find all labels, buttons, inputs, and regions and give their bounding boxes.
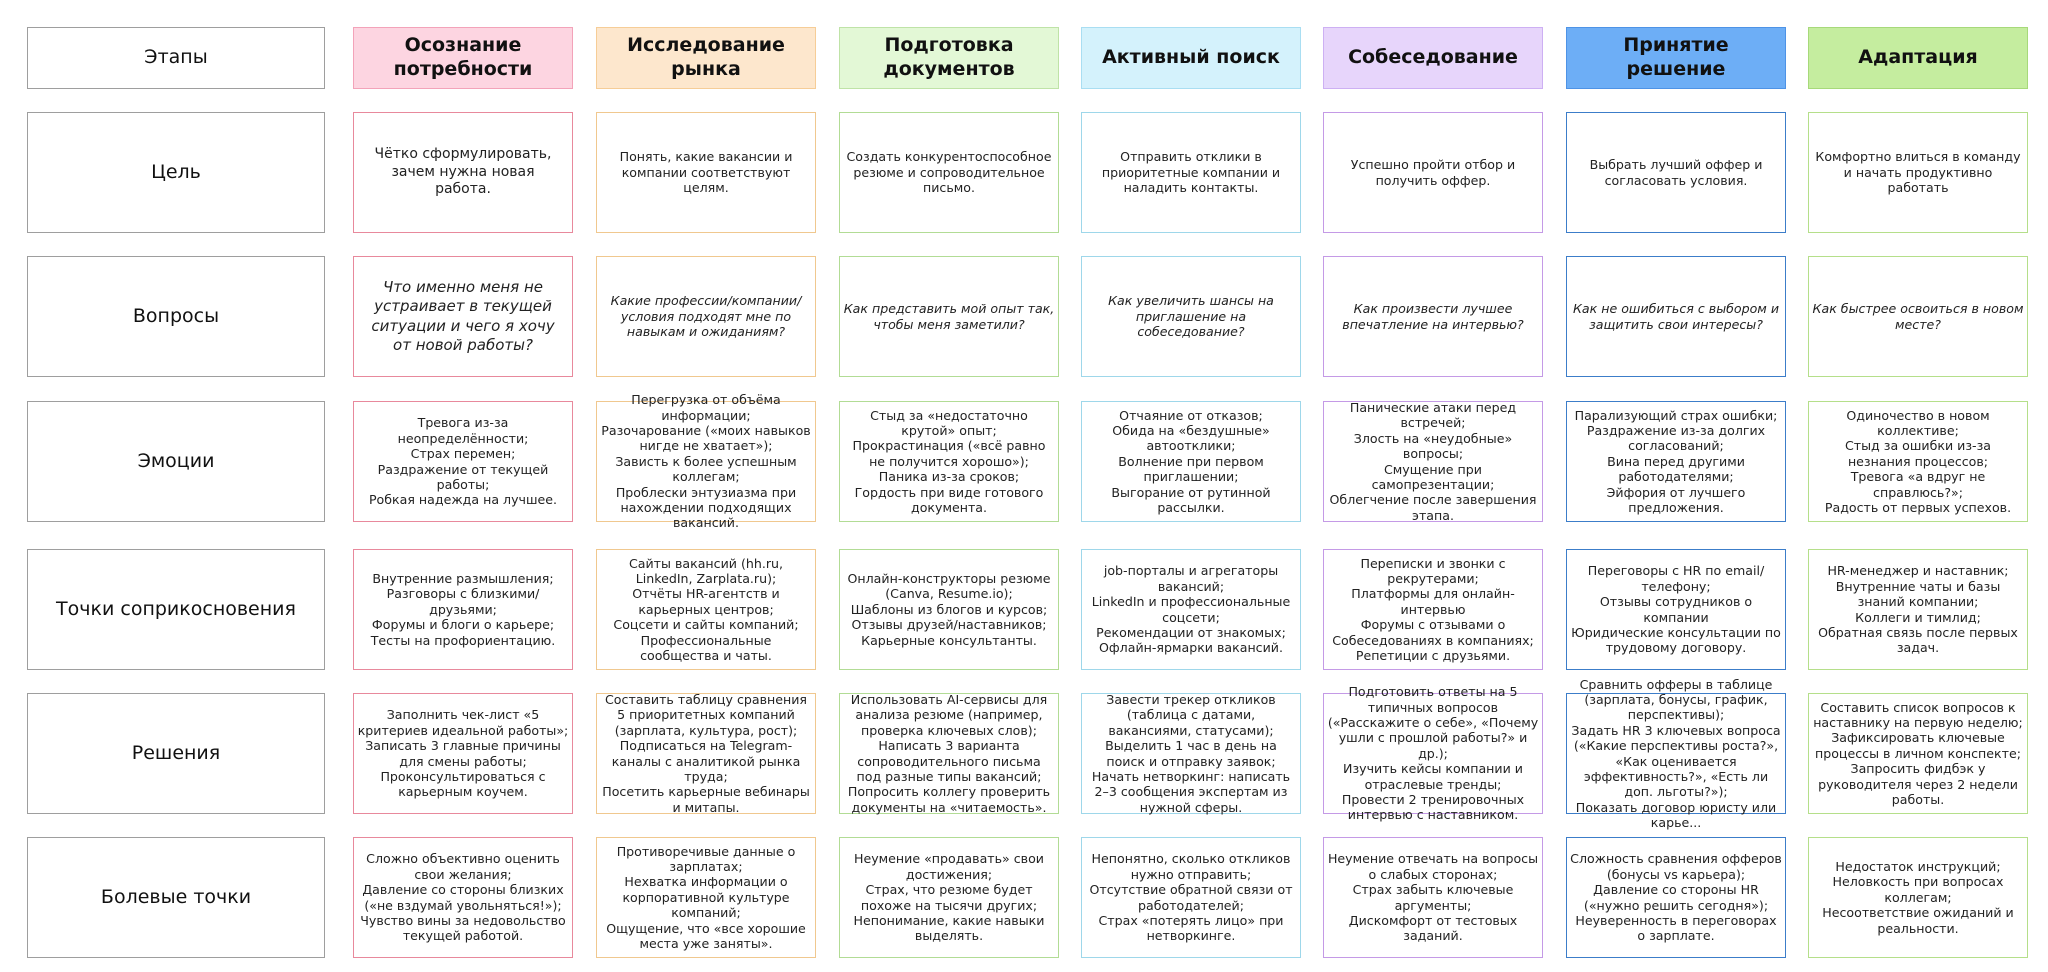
cell-text: Сайты вакансий (hh.ru, LinkedIn, Zarplata.ru); Отчёты HR-агентств и карьерных центров; Соцсети и сайты компаний; Профессиональные сообщества и чаты. [613,555,799,663]
cell-text: Выбрать лучший оффер и согласовать условия. [1589,157,1763,188]
row-label-4 [27,549,325,670]
journey-cell [1566,401,1786,522]
journey-cell [1081,112,1301,233]
cell-text: Болевые точки [100,885,252,908]
cell-text: Переписки и звонки с рекрутерами; Платформы для онлайн-интервью Форумы с отзывами о Собеседованиях в компаниях; Репетиции с друзьями. [1332,555,1534,663]
journey-cell [839,549,1059,670]
cell-text: Как произвести лучшее впечатление на интервью? [1342,301,1524,332]
cell-text: Противоречивые данные о зарплатах; Нехватка информации о корпоративной культуре компаний; Ощущение, что «все хорошие места уже заняты». [606,843,806,951]
journey-cell [596,837,816,958]
cell-text: Отчаяние от отказов; Обида на «бездушные» автоотклики; Волнение при первом приглашении; Выгорание от рутинной рассылки. [1111,407,1271,515]
cell-text: Точки соприкосновения [56,597,296,620]
cell-text: Панические атаки перед встречей; Злость на «неудобные» вопросы; Смущение при самопрезентации; Облегчение после завершения этапа. [1329,400,1537,523]
cell-text: Перегрузка от объёма информации; Разочарование («моих навыков нигде не хватает»); Зависть к более успешным коллегам; Проблески энтузиазма при нахождении подходящих вакансий. [601,392,811,531]
cell-text: Комфортно влиться в команду и начать продуктивно работать [1815,149,2021,196]
stage-header-7 [1808,27,2028,89]
cell-text: Вопросы [132,304,220,327]
cell-text: Этапы [144,46,208,69]
journey-cell [1081,256,1301,377]
cell-text: Подготовить ответы на 5 типичных вопросов («Расскажите о себе», «Почему ушли с прошлой работы?» и др.); Изучить кейсы компании и отраслевые тренды; Провести 2 тренировочных интервью с наставником. [1327,684,1539,823]
row-label-2 [27,256,325,377]
journey-cell [596,112,816,233]
journey-cell [1566,837,1786,958]
journey-cell [1808,693,2028,814]
cell-text: Собеседование [1348,46,1518,69]
cell-text: Внутренние размышления; Разговоры с близкими/друзьями; Форумы и блоги о карьере; Тесты на профориентацию. [370,571,556,648]
row-label-6 [27,837,325,958]
row-label-5 [27,693,325,814]
cell-text: Как не ошибиться с выбором и защитить свои интересы? [1572,301,1780,332]
journey-cell [596,693,816,814]
cell-text: Парализующий страх ошибки; Раздражение из-за долгих согласований; Вина перед другими работодателями; Эйфория от лучшего предложения. [1574,407,1778,515]
cell-text: job-порталы и агрегаторы вакансий; LinkedIn и профессиональные соцсети; Рекомендации от знакомых; Офлайн-ярмарки вакансий. [1091,563,1291,656]
cell-text: Эмоции [137,449,215,472]
journey-cell [839,693,1059,814]
cell-text: HR-менеджер и наставник; Внутренние чаты и базы знаний компании; Коллеги и тимлид; Обратная связь после первых задач. [1818,563,2018,656]
cell-text: Какие профессии/компании/условия подходят мне по навыкам и ожиданиям? [610,293,802,340]
journey-cell [1808,256,2028,377]
journey-cell [1808,837,2028,958]
journey-cell [1323,837,1543,958]
journey-cell [1323,112,1543,233]
journey-cell [1808,112,2028,233]
cell-text: Неумение «продавать» свои достижения; Страх, что резюме будет похоже на тысячи других; Непонимание, какие навыки выделять. [853,851,1045,944]
journey-cell [1323,549,1543,670]
stages-header-label [27,27,325,89]
cell-text: Исследование рынка [627,34,785,80]
journey-cell [353,693,573,814]
cell-text: Составить список вопросов к наставнику на первую неделю; Зафиксировать ключевые процессы в личном конспекте; Запросить фидбэк у руководителя через 2 недели работы. [1813,699,2023,807]
cell-text: Завести трекер откликов (таблица с датами, вакансиями, статусами); Выделить 1 час в день на поиск и отправку заявок; Начать нетворкинг: написать 2–3 сообщения экспертам из нужной сферы. [1091,692,1291,815]
cell-text: Сравнить офферы в таблице (зарплата, бонусы, график, перспективы); Задать HR 3 ключевых вопроса («Какие перспективы роста?», «Как оценивается эффективность?», «Есть ли доп. льготы?»); Показать договор юристу или карье... [1571,676,1781,830]
journey-cell [596,392,816,531]
stage-header-2 [596,27,816,89]
cell-text: Успешно пройти отбор и получить оффер. [1350,157,1516,188]
cell-text: Неумение отвечать на вопросы о слабых сторонах; Страх забыть ключевые аргументы; Дискомфорт от тестовых заданий. [1327,851,1539,944]
journey-cell [1808,549,2028,670]
cell-text: Чётко сформулировать, зачем нужна новая работа. [374,145,552,198]
journey-cell [839,401,1059,522]
cell-text: Цель [151,160,201,183]
stage-header-4 [1081,27,1301,89]
journey-cell [353,256,573,377]
cell-text: Переговоры с HR по email/телефону; Отзывы сотрудников о компании Юридические консультации по трудовому договору. [1571,563,1781,656]
cell-text: Составить таблицу сравнения 5 приоритетных компаний (зарплата, культура, рост); Подписаться на Telegram-каналы с аналитикой рынка труда; Посетить карьерные вебинары и митапы. [602,692,810,815]
journey-cell [1081,401,1301,522]
row-label-3 [27,401,325,522]
journey-cell [1081,693,1301,814]
journey-cell [1566,549,1786,670]
cell-text: Непонятно, сколько откликов нужно отправить; Отсутствие обратной связи от работодателей; Страх «потерять лицо» при нетворкинге. [1089,851,1293,944]
journey-cell [1808,401,2028,522]
journey-cell [839,256,1059,377]
cell-text: Онлайн-конструкторы резюме (Canva, Resume.io); Шаблоны из блогов и курсов; Отзывы друзей/наставников; Карьерные консультанты. [847,571,1051,648]
cell-text: Тревога из-за неопределённости; Страх перемен; Раздражение от текущей работы; Робкая надежда на лучшее. [368,415,558,508]
journey-cell [1566,112,1786,233]
cell-text: Как представить мой опыт так, чтобы меня заметили? [843,301,1055,332]
cell-text: Что именно меня не устраивает в текущей ситуации и чего я хочу от новой работы? [371,277,555,354]
journey-cell [1323,401,1543,522]
cell-text: Как увеличить шансы на приглашение на собеседование? [1108,293,1274,340]
journey-cell [839,837,1059,958]
journey-cell [596,549,816,670]
journey-cell [1081,837,1301,958]
cell-text: Отправить отклики в приоритетные компании и наладить контакты. [1101,149,1281,196]
cell-text: Использовать AI-сервисы для анализа резюме (например, проверка ключевых слов); Написать 3 варианта сопроводительного письма под разные типы вакансий; Попросить коллегу проверить документы на «читаемость». [847,692,1051,815]
cell-text: Осознание потребности [393,34,533,80]
stage-header-5 [1323,27,1543,89]
cell-text: Одиночество в новом коллективе; Стыд за ошибки из-за незнания процессов; Тревога «а вдруг не справлюсь?»; Радость от первых успехов. [1824,407,2012,515]
cell-text: Создать конкурентоспособное резюме и сопроводительное письмо. [846,149,1052,196]
journey-cell [353,549,573,670]
cell-text: Активный поиск [1102,46,1280,69]
cell-text: Решения [131,741,221,764]
cell-text: Подготовка документов [883,34,1015,80]
cell-text: Как быстрее освоиться в новом месте? [1812,301,2024,332]
cell-text: Принятие решение [1623,34,1729,80]
cell-text: Понять, какие вакансии и компании соответствуют целям. [619,149,793,196]
journey-cell [353,837,573,958]
cell-text: Заполнить чек-лист «5 критериев идеальной работы»; Записать 3 главные причины для смены работы; Проконсультироваться с карьерным коучем. [357,707,569,800]
journey-cell [839,112,1059,233]
cell-text: Недостаток инструкций; Неловкость при вопросах коллегам; Несоответствие ожиданий и реальности. [1822,859,2014,936]
journey-cell [596,256,816,377]
stage-header-6 [1566,27,1786,89]
cell-text: Сложно объективно оценить свои желания; Давление со стороны близких («не вздумай увольняться!»); Чувство вины за недовольство текущей работой. [360,851,566,944]
journey-cell [1323,684,1543,823]
journey-cell [353,401,573,522]
row-label-1 [27,112,325,233]
journey-cell [1566,256,1786,377]
cell-text: Адаптация [1858,46,1978,69]
journey-cell [1081,549,1301,670]
journey-cell [353,112,573,233]
journey-cell [1566,676,1786,830]
stage-header-1 [353,27,573,89]
cell-text: Сложность сравнения офферов (бонусы vs карьера); Давление со стороны HR («нужно решить сегодня»); Неуверенность в переговорах о зарплате. [1570,851,1782,944]
cell-text: Стыд за «недостаточно крутой» опыт; Прокрастинация («всё равно не получится хорошо»); Паника из-за сроков; Гордость при виде готового документа. [852,407,1046,515]
stage-header-3 [839,27,1059,89]
journey-cell [1323,256,1543,377]
